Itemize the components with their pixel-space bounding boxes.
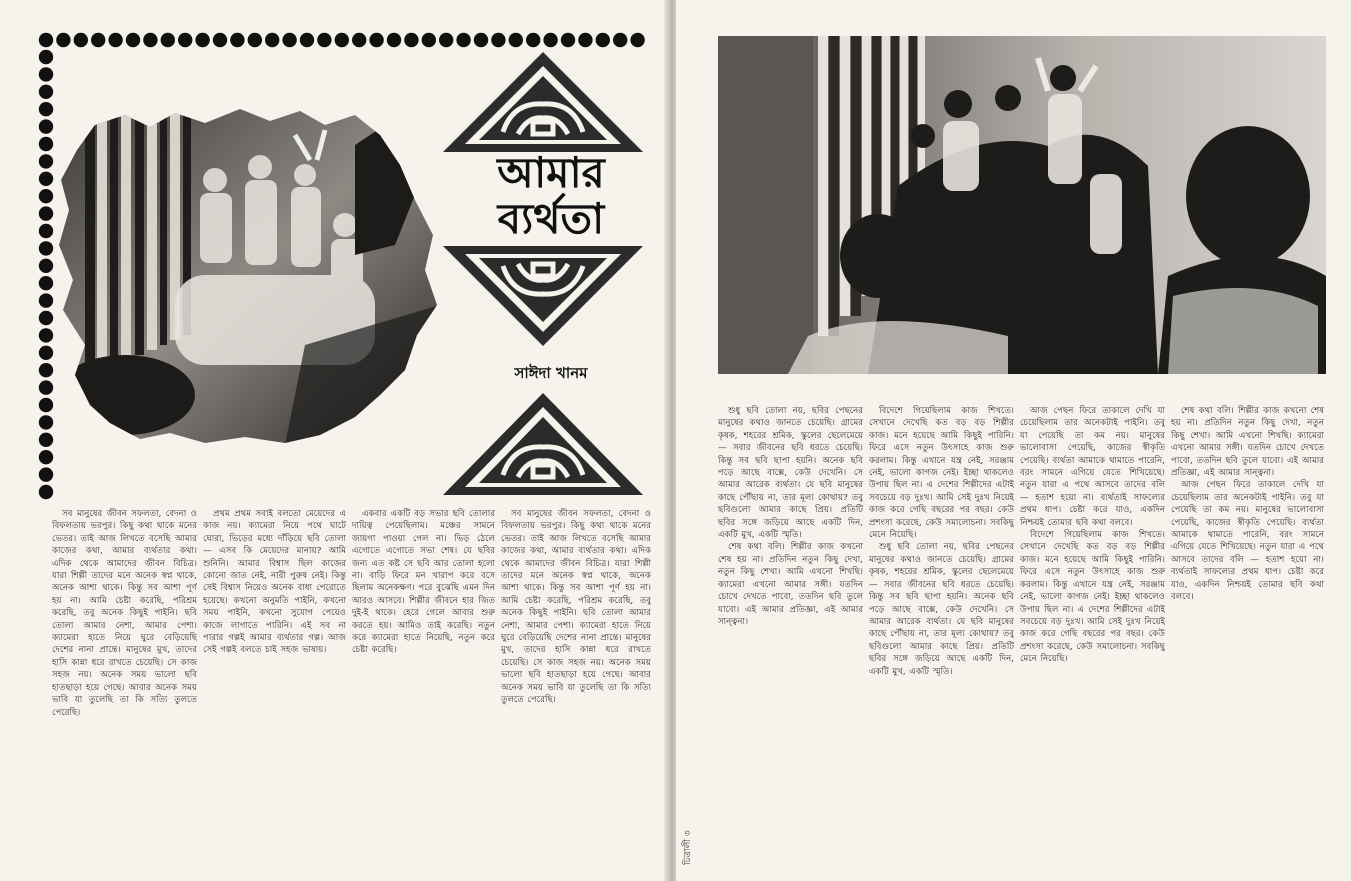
- paragraph: শেষ কথা বলি। শিল্পীর কাজ কখনো শেষ হয় না। প্রতিদিন নতুন কিছু দেখা, নতুন কিছু শেখা। আমি এখনো শিখছি। ক্যামেরা এখনো আমার সঙ্গী। যতদিন চোখে দেখতে পাবো, ততদিন ছবি তুলে যাবো। এই আমার প্রতিজ্ঞা, এই আমার সান্ত্বনা।: [718, 542, 863, 627]
- torn-edge-photo: [55, 105, 440, 445]
- paragraph: বিদেশে গিয়েছিলাম কাজ শিখতে। সেখানে দেখেছি কত বড় বড় শিল্পীর কাজ। মনে হয়েছে আমি কিছুই পারিনি। ফিরে এসে নতুন উৎসাহে কাজ শুরু করলাম। কিন্তু এখানে যন্ত্র নেই, সরঞ্জাম নেই, ভালো কাগজ নেই। ইচ্ছা থাকলেও উপায় ছিল না। এ দেশের শিল্পীদের এটাই সবচেয়ে বড় দুঃখ। আমি সেই দুঃখ নিয়েই কাজ করে গেছি বছরের পর বছর। কেউ প্রশংসা করেছে, কেউ সমালোচনা। সবকিছু মেনে নিয়েছি।: [869, 406, 1014, 541]
- left-page: [0, 0, 668, 881]
- right-page: [676, 0, 1351, 881]
- text-column-8: [1171, 405, 1324, 863]
- ornament-diamond-top: [443, 52, 643, 152]
- ornament-diamond-middle: [443, 246, 643, 346]
- paragraph: সব মানুষের জীবন সফলতা, বেদনা ও বিফলতায় ভরপুর। কিছু কথা থাকে মনের ভেতর। তাই আজ লিখতে বসেছি আমার কাজের কথা, আমার ব্যর্থতার কথা। এদিক থেকে আমাদের জীবন বিচিত্র। যারা শিল্পী তাদের মনে অনেক স্বপ্ন থাকে, অনেক আশা থাকে। কিন্তু সব আশা পূর্ণ হয় না। আমি চেষ্টা করেছি, পরিশ্রম করেছি, তবু অনেক কিছুই পাইনি। ছবি তোলা আমার নেশা, আমার পেশা। ক্যামেরা হাতে নিয়ে ঘুরে বেড়িয়েছি দেশের নানা প্রান্তে। মানুষের মুখ, তাদের হাসি কান্না ধরে রাখতে চেয়েছি। সে কাজ সহজ নয়। অনেক সময় ভালো ছবি হাতছাড়া হয়ে গেছে। আবার অনেক সময় ভাবি যা তুলেছি তা কি সত্যি তুলতে পেরেছি।: [52, 509, 197, 718]
- paragraph: শেষ কথা বলি। শিল্পীর কাজ কখনো শেষ হয় না। প্রতিদিন নতুন কিছু দেখা, নতুন কিছু শেখা। আমি এখনো শিখছি। ক্যামেরা এখনো আমার সঙ্গী। যতদিন চোখে দেখতে পাবো, ততদিন ছবি তুলে যাবো। এই আমার প্রতিজ্ঞা, এই আমার সান্ত্বনা।: [1171, 406, 1324, 479]
- text-column-3: [352, 508, 495, 863]
- dotted-border-left: [36, 30, 56, 510]
- crowd-photo: [718, 36, 1326, 374]
- paragraph: আজ পেছন ফিরে তাকালে দেখি যা চেয়েছিলাম তার অনেকটাই পাইনি। তবু যা পেয়েছি তা কম নয়। মানুষের ভালোবাসা পেয়েছি, কাজের স্বীকৃতি পেয়েছি। ব্যর্থতা আমাকে থামাতে পারেনি, বরং সামনে এগিয়ে যেতে শিখিয়েছে। নতুন যারা এ পথে আসবে তাদের বলি — হতাশ হয়ো না। ব্যর্থতাই সাফল্যের প্রথম ধাপ। চেষ্টা করে যাও, একদিন নিশ্চয়ই তোমার ছবি কথা বলবে।: [1171, 480, 1324, 603]
- paragraph: একবার একটি বড় সভার ছবি তোলার দায়িত্ব পেয়েছিলাম। মঞ্চের সামনে জায়গা পাওয়া গেল না। ভিড় ঠেলে এগোতে এগোতে সভা শেষ। যে ছবির জন্য এত কষ্ট সে ছবি আর তোলা হলো না। বাড়ি ফিরে মন খারাপ করে বসে ছিলাম অনেকক্ষণ। পরে বুঝেছি এমন দিন আরও আসবে। শিল্পীর জীবনে হার জিত দুই-ই থাকে। হেরে গেলে আবার শুরু করতে হয়। আমিও তাই করেছি। নতুন করে ক্যামেরা হাতে নিয়েছি, নতুন করে চেষ্টা করেছি।: [352, 509, 495, 656]
- title-line-2: ব্যর্থতা: [497, 194, 605, 243]
- title-line-1: আমার: [497, 148, 605, 197]
- paragraph: শুধু ছবি তোলা নয়, ছবির পেছনের মানুষের কথাও জানতে চেয়েছি। গ্রামের কৃষক, শহরের শ্রমিক, স্কুলের ছেলেমেয়ে — সবার জীবনের ছবি ধরতে চেয়েছি। কিন্তু সব ছবি ছাপা হয়নি। অনেক ছবি পড়ে আছে বাক্সে, কেউ দেখেনি। সে আমার আরেক ব্যর্থতা। যে ছবি মানুষের কাছে পৌঁছায় না, তার মূল্য কোথায়? তবু ছবিগুলো আমার কাছে প্রিয়। প্রতিটি ছবির সঙ্গে জড়িয়ে আছে একটি দিন, একটি মুখ, একটি স্মৃতি।: [869, 542, 1014, 677]
- text-column-7: [1020, 405, 1165, 863]
- text-column-6: [869, 405, 1014, 863]
- text-column-2: [203, 508, 346, 863]
- text-column-1: [52, 508, 197, 863]
- paragraph: শুধু ছবি তোলা নয়, ছবির পেছনের মানুষের কথাও জানতে চেয়েছি। গ্রামের কৃষক, শহরের শ্রমিক, স্কুলের ছেলেমেয়ে — সবার জীবনের ছবি ধরতে চেয়েছি। কিন্তু সব ছবি ছাপা হয়নি। অনেক ছবি পড়ে আছে বাক্সে, কেউ দেখেনি। সে আমার আরেক ব্যর্থতা। যে ছবি মানুষের কাছে পৌঁছায় না, তার মূল্য কোথায়? তবু ছবিগুলো আমার কাছে প্রিয়। প্রতিটি ছবির সঙ্গে জড়িয়ে আছে একটি দিন, একটি মুখ, একটি স্মৃতি।: [718, 406, 863, 541]
- ornament-diamond-bottom: [443, 393, 643, 495]
- paragraph: সব মানুষের জীবন সফলতা, বেদনা ও বিফলতায় ভরপুর। কিছু কথা থাকে মনের ভেতর। তাই আজ লিখতে বসেছি আমার কাজের কথা, আমার ব্যর্থতার কথা। এদিক থেকে আমাদের জীবন বিচিত্র। যারা শিল্পী তাদের মনে অনেক স্বপ্ন থাকে, অনেক আশা থাকে। কিন্তু সব আশা পূর্ণ হয় না। আমি চেষ্টা করেছি, পরিশ্রম করেছি, তবু অনেক কিছুই পাইনি। ছবি তোলা আমার নেশা, আমার পেশা। ক্যামেরা হাতে নিয়ে ঘুরে বেড়িয়েছি দেশের নানা প্রান্তে। মানুষের মুখ, তাদের হাসি কান্না ধরে রাখতে চেয়েছি। সে কাজ সহজ নয়। অনেক সময় ভালো ছবি হাতছাড়া হয়ে গেছে। আবার অনেক সময় ভাবি যা তুলেছি তা কি সত্যি তুলতে পেরেছি।: [501, 509, 651, 706]
- paragraph: প্রথম প্রথম সবাই বলতো মেয়েদের এ কাজ নয়। ক্যামেরা নিয়ে পথে ঘাটে ঘোরা, ভিড়ের মধ্যে দাঁড়িয়ে ছবি তোলা — এসব কি মেয়েদের মানায়? আমি শুনিনি। আমার বিশ্বাস ছিল কাজের কোনো জাত নেই, নারী পুরুষ নেই। কিন্তু সেই বিশ্বাস নিয়েও অনেক বাধা পেরোতে হয়েছে। কখনো অনুমতি পাইনি, কখনো সময় পাইনি, কখনো সুযোগ পেয়েও কাজে লাগাতে পারিনি। এই সব না পারার গল্পই আমার ব্যর্থতার গল্প। আজ সেই গল্পই বলতে চাই সহজ ভাষায়।: [203, 509, 346, 656]
- dotted-border-top: [36, 30, 648, 50]
- text-column-4: [501, 508, 651, 863]
- text-column-5: [718, 405, 863, 863]
- article-title: [466, 150, 636, 242]
- paragraph: আজ পেছন ফিরে তাকালে দেখি যা চেয়েছিলাম তার অনেকটাই পাইনি। তবু যা পেয়েছি তা কম নয়। মানুষের ভালোবাসা পেয়েছি, কাজের স্বীকৃতি পেয়েছি। ব্যর্থতা আমাকে থামাতে পারেনি, বরং সামনে এগিয়ে যেতে শিখিয়েছে। নতুন যারা এ পথে আসবে তাদের বলি — হতাশ হয়ো না। ব্যর্থতাই সাফল্যের প্রথম ধাপ। চেষ্টা করে যাও, একদিন নিশ্চয়ই তোমার ছবি কথা বলবে।: [1020, 406, 1165, 528]
- paragraph: বিদেশে গিয়েছিলাম কাজ শিখতে। সেখানে দেখেছি কত বড় বড় শিল্পীর কাজ। মনে হয়েছে আমি কিছুই পারিনি। ফিরে এসে নতুন উৎসাহে কাজ শুরু করলাম। কিন্তু এখানে যন্ত্র নেই, সরঞ্জাম নেই, ভালো কাগজ নেই। ইচ্ছা থাকলেও উপায় ছিল না। এ দেশের শিল্পীদের এটাই সবচেয়ে বড় দুঃখ। আমি সেই দুঃখ নিয়েই কাজ করে গেছি বছরের পর বছর। কেউ প্রশংসা করেছে, কেউ সমালোচনা। সবকিছু মেনে নিয়েছি।: [1020, 530, 1165, 665]
- page-marker: চিত্রালী ৩: [683, 830, 693, 865]
- author-name: সাঈদা খানম: [514, 364, 588, 382]
